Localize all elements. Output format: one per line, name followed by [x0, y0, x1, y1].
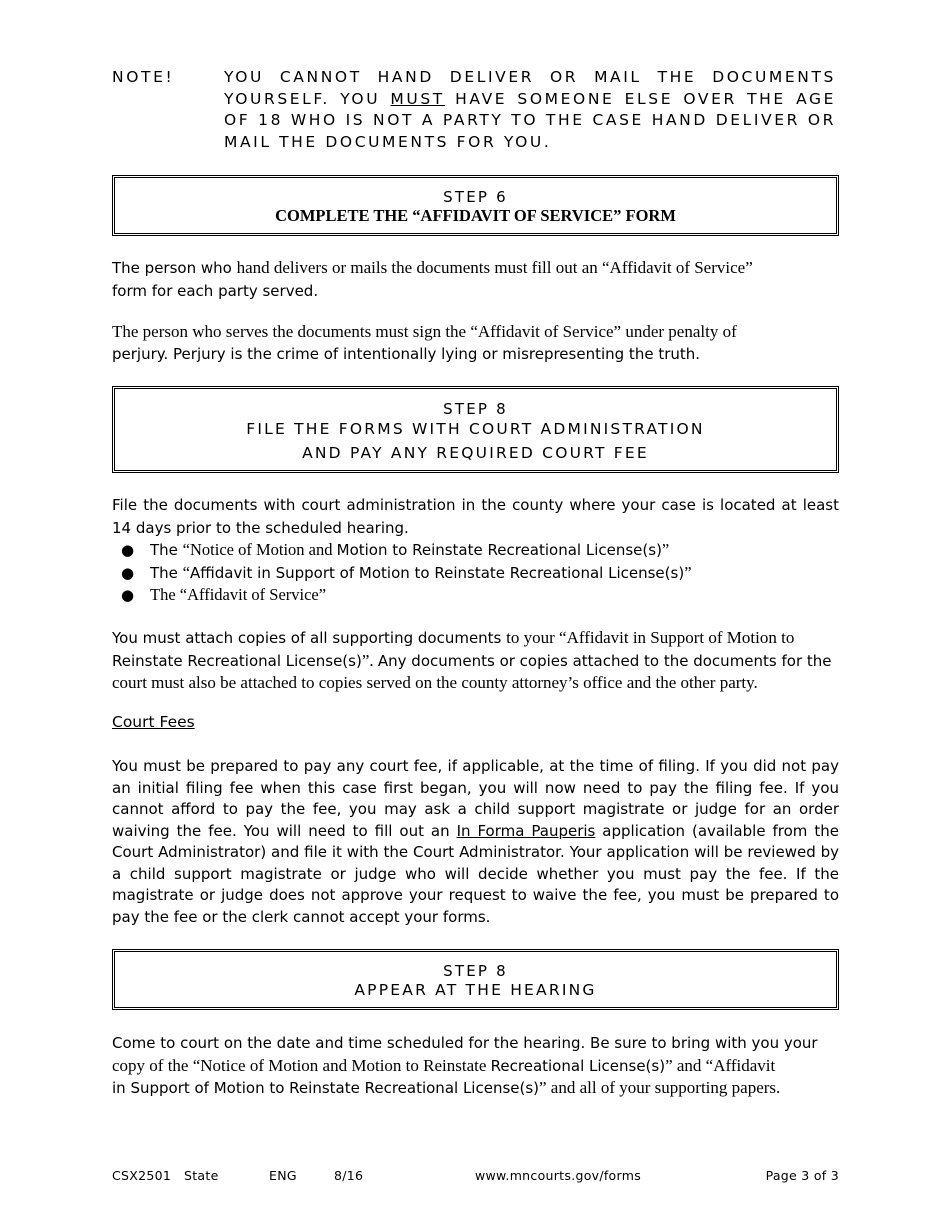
text-span: File the documents with court administration in the county where your case is located at least 14 days prior to the scheduled hearing. [112, 496, 839, 537]
step8-file-number: STEP 8 [443, 400, 508, 418]
footer-language: ENG [269, 1168, 297, 1183]
text-span: “Notice of Motion and [182, 540, 337, 559]
step8-file-title-line1: FILE THE FORMS WITH COURT ADMINISTRATION [246, 420, 705, 438]
text-span: in Support of Motion to Reinstate Recreational License(s) [112, 1079, 540, 1097]
text-span: Reinstate Recreational License(s) [112, 651, 362, 670]
text-span: ” [661, 540, 670, 559]
text-span: Any documents or copies attached to the documents for the [377, 651, 832, 670]
hearing-instructions [112, 1032, 839, 1100]
text-span: Come to court on the date and time scheduled for the hearing. Be sure to bring with you your [112, 1034, 818, 1052]
text-span: The [150, 563, 183, 582]
text-span: The “Affidavit of Service” [150, 585, 327, 604]
text-span: to your “Affidavit in Support of Motion to [506, 628, 795, 647]
step6-paragraph-2 [112, 321, 839, 365]
text-span: Affidavit in Support of Motion to Reinstate Recreational License(s) [190, 563, 685, 582]
footer-page-number: Page 3 of 3 [765, 1168, 839, 1183]
step6-paragraph-1 [112, 257, 839, 302]
footer-form-id: CSX2501 [112, 1168, 172, 1183]
bullet-icon: ● [121, 563, 135, 582]
text-span: Motion to Reinstate Recreational License(s) [336, 541, 662, 559]
bullet-icon: ● [121, 586, 135, 604]
text-span: The person who [112, 259, 237, 277]
text-span: copy of the “Notice of Motion and Motion to Reinstate [112, 1055, 491, 1075]
required-documents-list [112, 539, 839, 607]
footer-jurisdiction: State [184, 1168, 219, 1183]
note-text-part: HAVE SOMEONE ELSE OVER THE AGE OF 18 WHO IS NOT A PARTY TO THE CASE HAND DELIVER OR MAIL THE DOCUMENTS FOR YOU. [224, 89, 836, 151]
step8-hearing-title: APPEAR AT THE HEARING [354, 981, 597, 999]
footer-date: 8/16 [334, 1168, 364, 1183]
text-span: court must also be attached to copies served on the county attorney’s office and the other party. [112, 673, 758, 692]
step8-file-title-line2: AND PAY ANY REQUIRED COURT FEE [302, 444, 649, 462]
step6-box [112, 175, 839, 236]
court-fees-paragraph [112, 756, 839, 928]
text-span: Recreational License(s) [490, 1056, 666, 1075]
list-item [112, 539, 839, 562]
court-fees-heading: Court Fees [112, 713, 195, 731]
text-span: ” and “Affidavit [665, 1055, 776, 1075]
text-span: application (available from the Court Administrator) and file it with the Court Administrator. Your application will be reviewed by a child support magistrate or judge who will decide whether you must pay the fee. If the magistrate or judge does not approve your request to waive the fee, you must be prepared to pay the fee or the clerk cannot accept your forms. [112, 821, 839, 926]
file-instructions [112, 494, 839, 539]
text-span: “ [182, 562, 190, 582]
text-span: ” and all of your supporting papers. [539, 1078, 781, 1097]
step8-hearing-number: STEP 8 [443, 962, 508, 980]
text-span: ”. [361, 650, 378, 670]
step6-title: COMPLETE THE “AFFIDAVIT OF SERVICE” FORM [275, 206, 676, 225]
list-item [112, 584, 839, 607]
bullet-icon: ● [121, 541, 135, 559]
text-span: You must be prepared to pay any court fee, if applicable, at the time of filing. If you did not pay an initial filing fee when this case first began, you will now need to pay the filing fee. If you cannot afford to pay the fee, you may ask a child support magistrate or judge for an order waiving the fee. You will need to fill out an [112, 757, 839, 840]
note-emphasis: MUST [390, 89, 445, 108]
text-span: You must attach copies of all supporting documents [112, 629, 507, 647]
step8-hearing-box [112, 949, 839, 1010]
note-text [224, 67, 836, 153]
text-span: form for each party served. [112, 281, 319, 300]
text-span: The [150, 541, 183, 559]
list-item [112, 562, 839, 585]
text-span: ” [684, 562, 692, 582]
in-forma-pauperis-link: In Forma Pauperis [456, 821, 596, 840]
text-span: hand delivers or mails the documents must fill out an “Affidavit of Service” [236, 258, 753, 277]
step6-number: STEP 6 [443, 188, 508, 206]
text-span: The person who serves the documents must sign the “Affidavit of Service” under penalty of [112, 322, 737, 341]
attach-instructions [112, 627, 839, 694]
text-span: perjury. Perjury is the crime of intentionally lying or misrepresenting the truth. [112, 344, 701, 363]
note-text-part: YOU CANNOT HAND DELIVER OR MAIL THE DOCUMENTS YOURSELF. YOU [224, 68, 836, 108]
step8-file-box [112, 386, 839, 473]
footer-url[interactable]: www.mncourts.gov/forms [475, 1168, 642, 1183]
note-label: NOTE! [112, 68, 175, 86]
